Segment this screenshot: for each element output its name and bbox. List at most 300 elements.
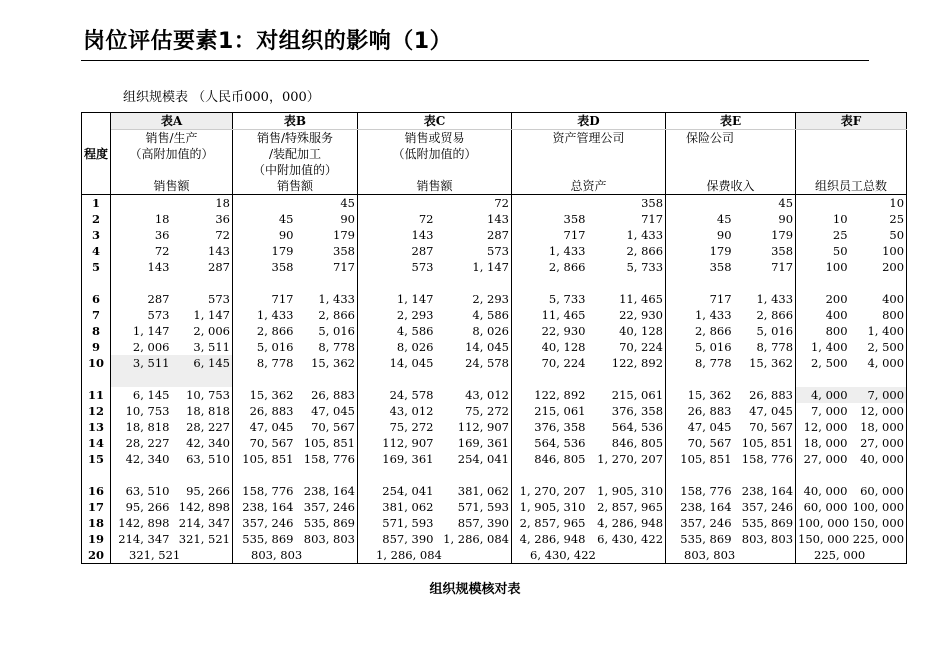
table-row [82,291,907,307]
table-cell [233,195,296,212]
table-cell: 376, 358 [588,403,666,419]
table-cell: 18, 000 [803,436,848,450]
table-cell: 254, 041 [436,451,512,467]
degree-level: 20 [82,547,111,564]
table-cell: 1, 433 [256,308,294,322]
group-d-desc-1: 资产管理公司 [512,130,666,147]
table-cell: 2, 866 [694,324,732,338]
table-cell: 26, 883 [734,387,796,403]
table-cell: 22, 930 [541,324,586,338]
table-cell: 70, 567 [687,436,732,450]
table-cell: 179 [734,227,796,243]
group-spacer [82,371,907,387]
table-cell: 47, 045 [296,403,358,419]
group-a-desc-3 [111,162,233,178]
table-cell: 42, 340 [125,452,170,466]
table-cell: 846, 805 [534,452,586,466]
table-cell: 18 [172,195,233,212]
table-cell: 15, 362 [734,355,796,371]
table-cell [436,547,512,564]
table-cell: 803, 803 [666,547,734,564]
degree-level: 10 [82,355,111,371]
table-cell: 717 [709,292,732,306]
group-c-desc-1: 销售或贸易 [358,130,512,147]
table-cell: 214, 347 [118,532,170,546]
group-c-metric: 销售额 [358,178,512,195]
table-cell: 90 [296,211,358,227]
group-e-metric: 保费收入 [666,178,796,195]
table-cell: 40, 128 [541,340,586,354]
page-title: 岗位评估要素1：对组织的影响（1） [83,29,453,54]
title-divider [81,60,869,61]
degree-level: 19 [82,531,111,547]
degree-level: 9 [82,339,111,355]
table-cell: 357, 246 [296,499,358,515]
group-b-letter: 表B [233,113,358,130]
table-cell: 40, 000 [803,484,848,498]
table-cell: 8, 778 [694,356,732,370]
table-cell: 535, 869 [680,532,732,546]
degree-level: 4 [82,243,111,259]
table-cell: 1, 905, 310 [588,483,666,499]
table-cell: 70, 567 [734,419,796,435]
group-b-desc-3: （中附加值的） [233,162,358,178]
group-b-desc-1: 销售/特殊服务 [233,130,358,147]
degree-level: 18 [82,515,111,531]
table-row [82,547,907,564]
table-cell: 105, 851 [296,435,358,451]
table-cell: 47, 045 [687,420,732,434]
table-cell: 40, 000 [850,451,907,467]
table-cell: 5, 016 [734,323,796,339]
group-f-desc-2 [796,146,907,162]
degree-level: 2 [82,211,111,227]
table-cell: 179 [296,227,358,243]
table-cell: 6, 145 [132,388,170,402]
table-cell: 36 [172,211,233,227]
table-cell: 105, 851 [680,452,732,466]
table-cell: 803, 803 [734,531,796,547]
table-cell: 8, 778 [734,339,796,355]
table-cell [296,547,358,564]
degree-header: 程度 [82,113,111,195]
table-cell: 5, 733 [548,292,586,306]
table-cell: 90 [716,228,732,242]
table-cell: 4, 000 [796,387,850,403]
table-cell: 573 [436,243,512,259]
group-d-desc-2 [512,146,666,162]
table-cell: 105, 851 [242,452,294,466]
group-a-metric: 销售额 [111,178,233,195]
group-f-metric: 组织员工总数 [796,178,907,195]
degree-level: 16 [82,483,111,499]
group-f-desc-3 [796,162,907,178]
table-cell: 40, 128 [588,323,666,339]
table-cell: 215, 061 [588,387,666,403]
table-cell [588,547,666,564]
table-cell: 564, 536 [588,419,666,435]
table-row [82,211,907,227]
table-cell: 63, 510 [125,484,170,498]
degree-level: 14 [82,435,111,451]
table-cell: 358 [588,195,666,212]
table-cell: 6, 430, 422 [512,547,588,564]
organization-size-table [81,112,907,564]
table-row [82,515,907,531]
table-cell: 571, 593 [382,516,434,530]
table-cell: 75, 272 [389,420,434,434]
table-cell: 60, 000 [803,500,848,514]
table-cell: 287 [172,259,233,275]
table-cell: 1, 433 [548,244,586,258]
table-cell: 150, 000 [850,515,907,531]
table-cell: 717 [588,211,666,227]
table-cell [666,195,734,212]
table-cell: 3, 511 [172,339,233,355]
table-cell: 158, 776 [734,451,796,467]
table-cell: 287 [436,227,512,243]
table-cell: 122, 892 [534,388,586,402]
table-cell: 26, 883 [249,404,294,418]
degree-level: 11 [82,387,111,403]
group-spacer [82,467,907,483]
table-cell: 717 [271,292,294,306]
table-cell: 8, 778 [296,339,358,355]
table-cell: 25 [850,211,907,227]
table-cell: 72 [418,212,434,226]
table-cell: 238, 164 [680,500,732,514]
table-cell: 358 [271,260,294,274]
table-cell: 857, 390 [382,532,434,546]
table-cell: 100, 000 [798,516,850,530]
table-cell: 573 [411,260,434,274]
table-cell: 2, 006 [132,340,170,354]
group-spacer [82,275,907,291]
table-cell: 15, 362 [687,388,732,402]
table-cell: 717 [563,228,586,242]
table-row [82,355,907,371]
table-cell: 803, 803 [296,531,358,547]
group-a-desc-1: 销售/生产 [111,130,233,147]
table-cell: 142, 898 [172,499,233,515]
table-cell: 717 [296,259,358,275]
degree-level: 6 [82,291,111,307]
table-cell: 158, 776 [680,484,732,498]
table-cell: 2, 857, 965 [519,516,586,530]
table-row [82,435,907,451]
table-subtitle: 组织规模表 （人民币000，000） [123,90,320,105]
table-row [82,227,907,243]
table-row [82,307,907,323]
table-cell: 357, 246 [680,516,732,530]
table-cell: 1, 286, 084 [436,531,512,547]
table-cell: 90 [734,211,796,227]
table-row [82,483,907,499]
table-cell: 535, 869 [242,532,294,546]
table-cell: 45 [296,195,358,212]
table-cell [111,195,172,212]
table-cell: 357, 246 [734,499,796,515]
table-cell: 238, 164 [734,483,796,499]
table-cell: 27, 000 [803,452,848,466]
table-cell: 573 [172,291,233,307]
table-cell: 800 [850,307,907,323]
table-cell: 4, 000 [850,355,907,371]
group-e-desc-1: 保险公司 [666,130,796,147]
table-cell: 24, 578 [389,388,434,402]
table-cell: 1, 433 [296,291,358,307]
table-cell: 12, 000 [803,420,848,434]
table-cell: 150, 000 [798,532,850,546]
table-cell: 18, 818 [125,420,170,434]
table-cell: 400 [850,291,907,307]
table-cell: 1, 286, 084 [358,547,436,564]
table-cell: 5, 016 [694,340,732,354]
table-cell: 179 [271,244,294,258]
table-cell: 50 [832,244,848,258]
group-e-letter: 表E [666,113,796,130]
table-cell: 72 [154,244,170,258]
group-a-letter: 表A [111,113,233,130]
table-cell: 1, 433 [734,291,796,307]
table-cell: 535, 869 [734,515,796,531]
table-cell: 63, 510 [172,451,233,467]
table-cell: 1, 270, 207 [588,451,666,467]
table-cell: 287 [411,244,434,258]
table-cell [512,195,588,212]
table-cell: 1, 147 [436,259,512,275]
table-cell: 8, 778 [256,356,294,370]
table-cell: 105, 851 [734,435,796,451]
table-cell: 70, 224 [541,356,586,370]
table-cell: 158, 776 [242,484,294,498]
table-cell: 14, 045 [389,356,434,370]
table-cell: 2, 866 [588,243,666,259]
table-cell: 1, 400 [850,323,907,339]
table-cell: 179 [709,244,732,258]
table-cell: 2, 866 [296,307,358,323]
table-cell: 254, 041 [382,484,434,498]
table-cell: 10, 753 [172,387,233,403]
table-cell: 45 [716,212,732,226]
table-cell: 1, 270, 207 [519,484,586,498]
group-c-letter: 表C [358,113,512,130]
table-cell: 24, 578 [436,355,512,371]
table-cell: 1, 147 [396,292,434,306]
table-cell: 857, 390 [436,515,512,531]
degree-level: 3 [82,227,111,243]
table-cell: 90 [278,228,294,242]
table-cell: 100 [825,260,848,274]
group-a-desc-2: （高附加值的） [111,146,233,162]
table-cell: 27, 000 [850,435,907,451]
table-cell: 200 [825,292,848,306]
table-cell: 8, 026 [436,323,512,339]
table-cell: 5, 733 [588,259,666,275]
table-row [82,195,907,212]
table-cell: 238, 164 [296,483,358,499]
table-cell: 169, 361 [382,452,434,466]
table-cell: 28, 227 [172,419,233,435]
table-cell: 15, 362 [296,355,358,371]
table-cell: 3, 511 [111,355,172,371]
table-cell: 2, 293 [396,308,434,322]
table-cell: 200 [850,259,907,275]
table-cell: 75, 272 [436,403,512,419]
table-cell: 564, 536 [534,436,586,450]
table-row [82,387,907,403]
table-cell: 2, 293 [436,291,512,307]
table-cell: 25 [832,228,848,242]
table-cell: 142, 898 [118,516,170,530]
table-cell: 28, 227 [125,436,170,450]
group-b-metric: 销售额 [233,178,358,195]
table-cell: 18, 818 [172,403,233,419]
table-row [82,451,907,467]
group-d-letter: 表D [512,113,666,130]
table-cell: 2, 857, 965 [588,499,666,515]
table-cell: 376, 358 [534,420,586,434]
table-cell: 43, 012 [389,404,434,418]
table-cell: 381, 062 [436,483,512,499]
degree-level: 17 [82,499,111,515]
table-cell: 4, 586 [436,307,512,323]
table-cell: 535, 869 [296,515,358,531]
table-cell: 72 [436,195,512,212]
table-cell: 573 [147,308,170,322]
table-cell: 50 [850,227,907,243]
group-f-desc-1 [796,130,907,147]
table-cell: 60, 000 [850,483,907,499]
table-cell: 70, 224 [588,339,666,355]
table-row [82,403,907,419]
table-cell: 800 [825,324,848,338]
table-cell: 1, 433 [588,227,666,243]
table-row [82,243,907,259]
table-cell: 571, 593 [436,499,512,515]
degree-level: 7 [82,307,111,323]
table-cell: 4, 586 [396,324,434,338]
table-cell: 70, 567 [249,436,294,450]
group-d-metric: 总资产 [512,178,666,195]
group-c-desc-2: （低附加值的） [358,146,512,162]
degree-level: 12 [82,403,111,419]
table-cell: 10 [850,195,907,212]
table-cell: 287 [147,292,170,306]
table-cell [358,195,436,212]
table-cell: 321, 521 [111,547,172,564]
table-row [82,499,907,515]
table-cell: 717 [734,259,796,275]
table-cell: 7, 000 [850,387,907,403]
table-cell: 803, 803 [233,547,296,564]
table-cell: 358 [563,212,586,226]
table-row [82,323,907,339]
table-cell: 10, 753 [125,404,170,418]
table-caption: 组织规模核对表 [429,582,521,597]
table-cell: 1, 147 [132,324,170,338]
table-cell: 214, 347 [172,515,233,531]
table-cell: 70, 567 [296,419,358,435]
table-cell: 14, 045 [436,339,512,355]
table-cell: 6, 145 [172,355,233,371]
table-row [82,259,907,275]
table-cell: 1, 433 [694,308,732,322]
table-cell: 22, 930 [588,307,666,323]
table-cell: 47, 045 [734,403,796,419]
table-cell: 18 [154,212,170,226]
table-cell: 1, 400 [810,340,848,354]
table-row [82,339,907,355]
table-cell: 4, 286, 948 [519,532,586,546]
table-cell: 5, 016 [256,340,294,354]
table-cell: 10 [832,212,848,226]
table-cell [796,195,850,212]
table-cell: 225, 000 [850,531,907,547]
table-cell: 158, 776 [296,451,358,467]
table-cell: 26, 883 [687,404,732,418]
table-cell: 358 [734,243,796,259]
table-cell: 238, 164 [242,500,294,514]
table-cell: 112, 907 [382,436,434,450]
table-row [82,531,907,547]
table-cell: 100, 000 [850,499,907,515]
table-cell: 358 [709,260,732,274]
degree-level: 13 [82,419,111,435]
table-cell: 143 [436,211,512,227]
table-cell: 8, 026 [396,340,434,354]
degree-level: 8 [82,323,111,339]
table-cell: 381, 062 [382,500,434,514]
table-cell: 100 [850,243,907,259]
group-d-desc-3 [512,162,666,178]
table-cell: 143 [172,243,233,259]
table-cell: 15, 362 [249,388,294,402]
table-cell: 5, 016 [296,323,358,339]
table-cell: 2, 006 [172,323,233,339]
group-e-desc-2 [666,146,796,162]
table-cell: 1, 905, 310 [519,500,586,514]
table-cell: 12, 000 [850,403,907,419]
table-cell: 6, 430, 422 [588,531,666,547]
group-b-desc-2: /装配加工 [233,146,358,162]
table-cell [734,547,796,564]
table-cell: 95, 266 [125,500,170,514]
table-cell: 43, 012 [436,387,512,403]
table-cell: 846, 805 [588,435,666,451]
degree-level: 15 [82,451,111,467]
table-cell: 2, 866 [548,260,586,274]
degree-level: 5 [82,259,111,275]
table-cell: 400 [825,308,848,322]
table-cell: 45 [734,195,796,212]
table-cell: 143 [147,260,170,274]
table-cell: 357, 246 [242,516,294,530]
table-cell: 122, 892 [588,355,666,371]
table-cell: 45 [278,212,294,226]
table-row [82,419,907,435]
degree-level: 1 [82,195,111,212]
group-e-desc-3 [666,162,796,178]
table-cell: 321, 521 [172,531,233,547]
table-cell: 143 [411,228,434,242]
group-c-desc-3 [358,162,512,178]
table-cell: 215, 061 [534,404,586,418]
table-cell: 2, 500 [810,356,848,370]
table-cell: 26, 883 [296,387,358,403]
table-cell: 2, 866 [734,307,796,323]
table-cell: 11, 465 [588,291,666,307]
